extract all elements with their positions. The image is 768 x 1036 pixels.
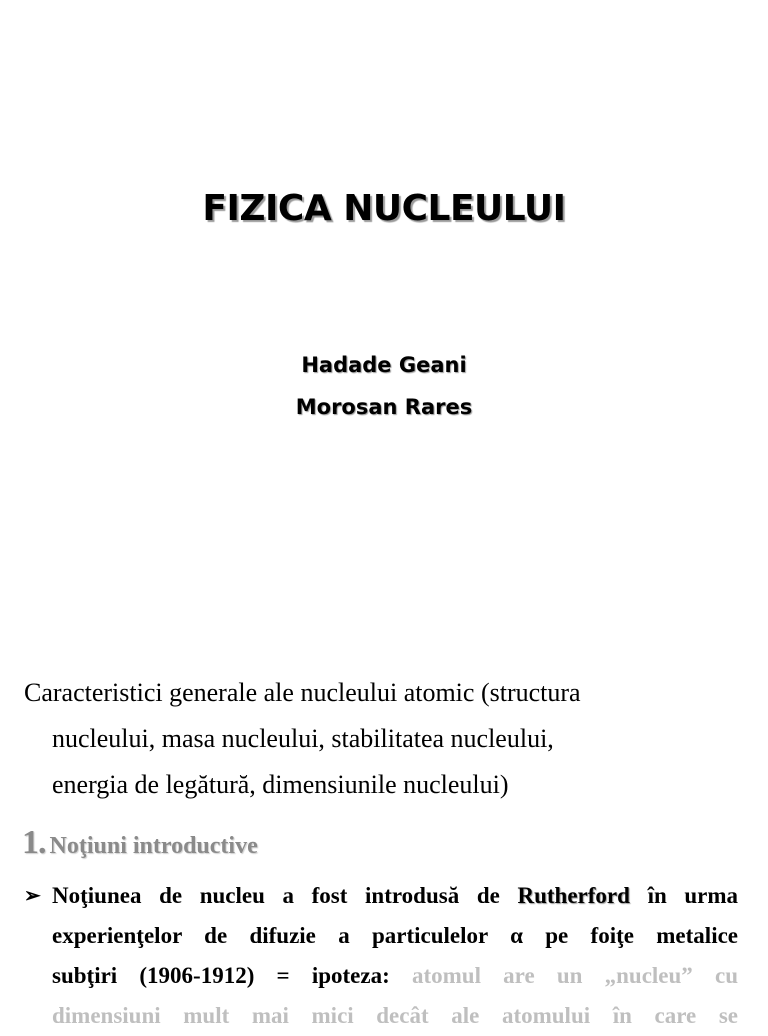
heading-line: energia de legătură, dimensiunile nucleului)	[52, 770, 509, 799]
page-title: FIZICA NUCLEULUI	[202, 188, 566, 229]
author-name: Hadade Geani	[301, 353, 467, 377]
author-name: Morosan Rares	[295, 395, 473, 419]
content-slide	[0, 640, 768, 1028]
bullet-line: Noţiunea de nucleu a fost introdusă de Rutherford în urma	[52, 883, 739, 908]
authors-block	[0, 344, 768, 428]
heading-line: nucleului, masa nucleului, stabilitatea nucleului,	[52, 724, 554, 753]
heading-line: Caracteristici generale ale nucleului atomic (structura	[24, 678, 581, 707]
slide-heading	[24, 670, 768, 808]
bullet-paragraph	[24, 876, 738, 1036]
rutherford-name: Rutherford	[517, 883, 630, 908]
bullet-line: experienţelor de difuzie a particulelor α pe foiţe metalice	[52, 923, 738, 948]
section-label: Noţiuni introductive	[49, 833, 258, 859]
section-heading	[22, 824, 258, 862]
bullet-line: subţiri (1906-1912) = ipoteza: atomul are un „nucleu” cu	[52, 963, 739, 988]
section-number: 1.	[22, 824, 46, 861]
arrow-bullet-icon: ➢	[24, 885, 41, 907]
bullet-line: dimensiuni mult mai mici decât ale atomului în care se	[52, 1003, 738, 1028]
